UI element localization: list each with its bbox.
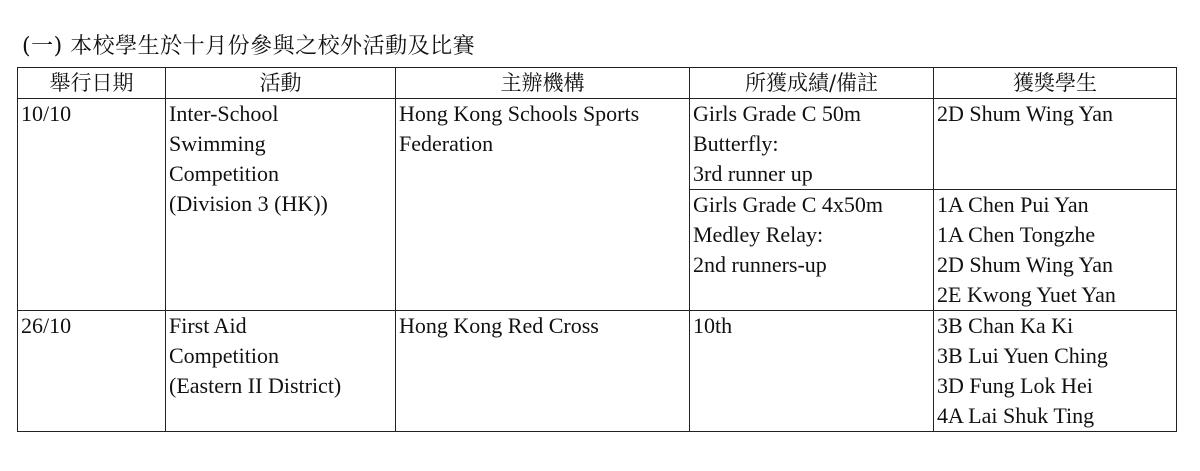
event-result (690, 190, 934, 311)
event-date (18, 311, 166, 432)
result-line: Medley Relay: (693, 222, 824, 247)
header-organizer: 主辦機構 (396, 68, 690, 99)
activity-line: Competition (169, 161, 279, 186)
activity-line: Inter-School (169, 101, 279, 126)
student-name: 3B Chan Ka Ki (937, 313, 1074, 338)
header-result: 所獲成績/備註 (690, 68, 934, 99)
activities-table (17, 67, 1177, 432)
event-activity (166, 99, 396, 311)
date-text: 26/10 (21, 313, 72, 338)
student-name: 4A Lai Shuk Ting (937, 403, 1095, 428)
table-row (18, 99, 1177, 190)
student-name: 2D Shum Wing Yan (937, 252, 1113, 277)
date-text: 10/10 (21, 101, 72, 126)
organizer-line: Hong Kong Red Cross (399, 313, 599, 338)
event-organizer (396, 99, 690, 311)
header-date: 舉行日期 (18, 68, 166, 99)
header-activity: 活動 (166, 68, 396, 99)
section-heading: (一) 本校學生於十月份參與之校外活動及比賽 (22, 34, 476, 59)
event-date (18, 99, 166, 311)
student-name: 2D Shum Wing Yan (937, 101, 1113, 126)
event-students (934, 311, 1177, 432)
event-students (934, 190, 1177, 311)
result-line: Butterfly: (693, 131, 779, 156)
student-name: 2E Kwong Yuet Yan (937, 282, 1116, 307)
organizer-line: Hong Kong Schools Sports (399, 101, 640, 126)
event-result (690, 99, 934, 190)
student-name: 1A Chen Tongzhe (937, 222, 1096, 247)
student-name: 3B Lui Yuen Ching (937, 343, 1108, 368)
result-line: Girls Grade C 50m (693, 101, 862, 126)
table-header-row (18, 68, 1177, 99)
event-result (690, 311, 934, 432)
activity-line: Competition (169, 343, 279, 368)
activity-line: (Division 3 (HK)) (169, 191, 328, 216)
event-students (934, 99, 1177, 190)
event-organizer (396, 311, 690, 432)
activity-line: First Aid (169, 313, 247, 338)
event-activity (166, 311, 396, 432)
activity-line: Swimming (169, 131, 266, 156)
header-students: 獲獎學生 (934, 68, 1177, 99)
result-line: 2nd runners-up (693, 252, 827, 277)
table-row (18, 311, 1177, 432)
result-line: Girls Grade C 4x50m (693, 192, 884, 217)
student-name: 1A Chen Pui Yan (937, 192, 1089, 217)
activity-line: (Eastern II District) (169, 373, 342, 398)
result-line: 3rd runner up (693, 161, 813, 186)
organizer-line: Federation (399, 131, 494, 156)
result-line: 10th (693, 313, 733, 338)
student-name: 3D Fung Lok Hei (937, 373, 1093, 398)
